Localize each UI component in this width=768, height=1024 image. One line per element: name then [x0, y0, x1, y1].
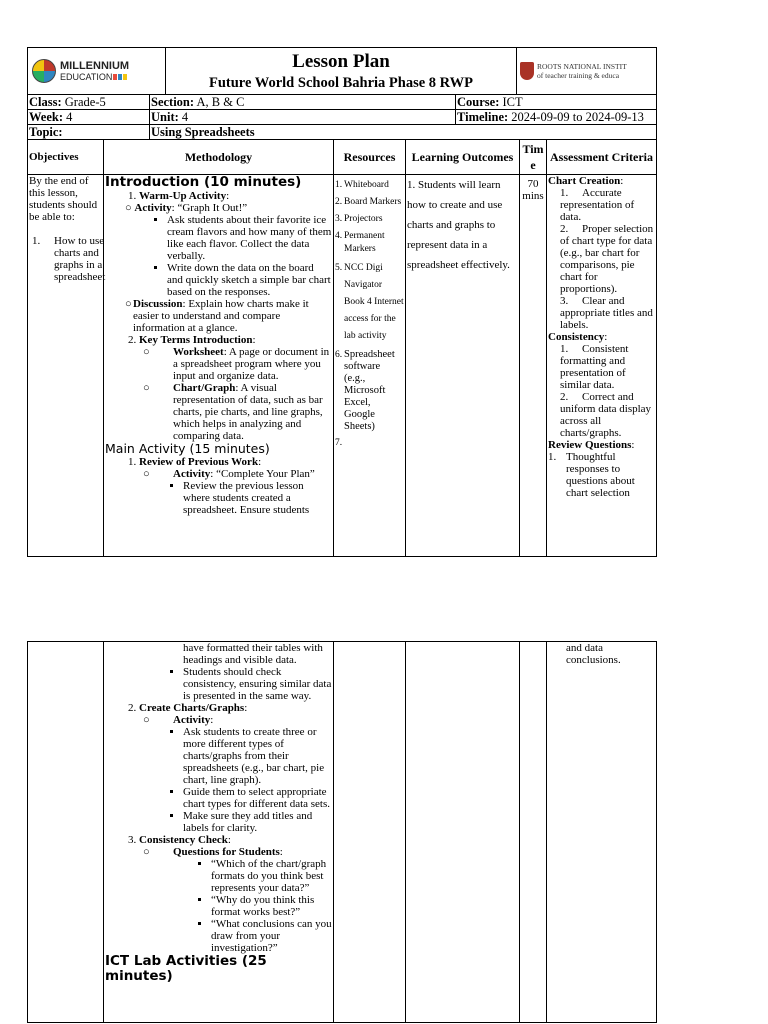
objectives-cell-cont — [28, 642, 104, 1023]
lesson-body-table-continued — [27, 641, 657, 1023]
objective-item: How to use charts and graphs in a spreadsheet — [54, 235, 106, 283]
assessment-item: 2. Correct and uniform data display across all charts/graphs. — [560, 391, 652, 439]
question-item: ▪ “What conclusions can you draw from your investigation?” — [211, 918, 332, 954]
objectives-cell — [28, 175, 104, 557]
objectives-intro: By the end of this lesson, students should be able to: — [29, 175, 98, 223]
col-methodology: Methodology — [104, 140, 334, 175]
assessment-item: 3. Clear and appropriate titles and labels. — [560, 295, 653, 331]
resource-item: 1. Whiteboard — [335, 180, 389, 190]
resource-item: 3. Projectors — [335, 214, 383, 224]
class-field: Class: Grade-5 — [28, 95, 150, 110]
course-field: Course: ICT — [456, 95, 657, 110]
objective-number: 1. — [32, 235, 41, 247]
learning-outcomes-cell-cont — [406, 642, 520, 1023]
col-resources: Resources — [334, 140, 406, 175]
resource-item: 4. Permanent Markers — [335, 231, 385, 254]
assessment-cell-cont — [547, 642, 657, 1023]
resources-cell — [334, 175, 406, 557]
document-page-1 — [27, 47, 656, 557]
logo-line1: MILLENNIUM — [60, 59, 130, 72]
keyterms-item: 2. Key Terms Introduction: ○ Worksheet: A page or document in a spreadsheet program where you input and organize data. ○ Chart/Graph: A visual representation of data, such as bar charts, pie charts, and line graphs, which helps in analyzing and comparing data. — [139, 334, 332, 442]
title-cell — [166, 48, 517, 95]
col-time: Time — [520, 140, 547, 175]
resource-item: 5. NCC Digi Navigator Book 4 Internet access for the lab activity — [335, 263, 404, 341]
resource-item: 7. — [335, 438, 343, 448]
resources-cell-cont — [334, 642, 406, 1023]
main-activity-heading: Main Activity (15 minutes) — [105, 441, 270, 456]
lab-activities-heading: ICT Lab Activities (25 minutes) — [105, 953, 267, 984]
intro-heading: Introduction (10 minutes) — [105, 174, 302, 190]
lesson-header-table — [27, 47, 657, 95]
review-bullet: ▪ Students should check consistency, ensuring similar data is presented in the same way. — [183, 666, 332, 702]
lesson-info-table — [27, 94, 657, 140]
topic-value: Using Spreadsheets — [150, 125, 657, 140]
learning-outcomes-cell: 1. Students will learn how to create and use charts and graphs to represent data in a spreadsheet effectively. — [406, 175, 520, 557]
create-bullet: ▪ Ask students to create three or more different types of charts/graphs from their spreadsheets (e.g., bar chart, pie chart, line graph). — [183, 726, 332, 786]
lesson-body-table — [27, 139, 657, 557]
roots-logo — [517, 48, 657, 95]
roots-line2: of teacher training & educa — [537, 71, 620, 80]
methodology-cell — [104, 175, 334, 557]
col-objectives: Objectives — [28, 140, 104, 175]
assessment-item: 1. Accurate representation of data. — [560, 187, 635, 223]
col-learning-outcomes: Learning Outcomes — [406, 140, 520, 175]
review-bullet-cont: have formatted their tables with headings and visible data. — [183, 642, 323, 666]
review-item: 1. Review of Previous Work: ○ Activity: “Complete Your Plan” ▪ Review the previous lesson where students created a spreadsheet. Ensure students — [139, 456, 332, 516]
assessment-item: 2. Proper selection of chart type for data (e.g., bar chart for comparisons, pie chart for proportions). — [560, 223, 654, 295]
section-field: Section: A, B & C — [150, 95, 456, 110]
school-name: Future World School Bahria Phase 8 RWP — [208, 75, 473, 91]
topic-label: Topic: — [28, 125, 150, 140]
question-item: ▪ “Why do you think this format works best?” — [211, 894, 332, 918]
time-cell-cont — [520, 642, 547, 1023]
consistency-item: 3. Consistency Check: ○ Questions for Students: ▪ “Which of the chart/graph formats do you think best represents your data?” ▪ “Why do you think this format works best?” ▪ “What conclusions can you draw from your investigation?” — [139, 834, 332, 954]
assessment-item: 1. Thoughtful responses to questions about chart selection — [548, 451, 635, 499]
create-bullet: ▪ Make sure they add titles and labels for clarity. — [183, 810, 332, 834]
warmup-bullet: ▪ Write down the data on the board and quickly sketch a simple bar chart based on the responses. — [167, 262, 332, 298]
shield-icon — [520, 62, 534, 80]
timeline-field: Timeline: 2024-09-09 to 2024-09-13 — [456, 110, 657, 125]
methodology-cell-cont — [104, 642, 334, 1023]
review-bullet: ▪ Review the previous lesson where students created a spreadsheet. Ensure students — [183, 480, 332, 516]
question-item: ▪ “Which of the chart/graph formats do you think best represents your data?” — [211, 858, 332, 894]
millennium-logo — [28, 48, 166, 95]
assessment-item: 1. Consistent formatting and presentation of similar data. — [560, 343, 629, 391]
logo-line2: EDUCATION — [60, 71, 113, 82]
assessment-item-cont: and data conclusions. — [566, 642, 621, 666]
globe-icon — [32, 59, 56, 83]
assessment-cell: Chart Creation: 1. Accurate representation of data. 2. Proper selection of chart type for data (e.g., bar chart for comparisons, pie chart for proportions). 3. Clear and appropriate titles and labels. Consistency: 1. Consistent formatting and presentation of similar data. 2. Correct and uniform data display across all charts/graphs. Review Questions: 1. Thoughtful responses to questions about chart selection — [547, 175, 657, 557]
document-page-2 — [27, 641, 656, 1023]
unit-field: Unit: 4 — [150, 110, 456, 125]
week-field: Week: 4 — [28, 110, 150, 125]
roots-line1: ROOTS NATIONAL INSTIT — [537, 62, 627, 71]
warmup-bullet: ▪ Ask students about their favorite ice cream flavors and how many of them like each flavor. Collect the data verbally. — [167, 214, 332, 262]
resource-item: 6. Spreadsheet software (e.g., Microsoft Excel, Google Sheets) — [335, 349, 395, 432]
page-title: Lesson Plan — [292, 51, 390, 72]
warmup-item: 1. Warm-Up Activity: ○ Activity: “Graph It Out!” ▪ Ask students about their favorite ice cream flavors and how many of them like each flavor. Collect the data verbally. ▪ Write down the data on the board and quickly sketch a simple bar chart based on the responses. ○ Discussion: Explain how charts make it easier to understand and compare information at a glance. — [139, 190, 332, 334]
time-cell: 70 mins — [520, 175, 547, 557]
resource-item: 2. Board Markers — [335, 197, 402, 207]
col-assessment: Assessment Criteria — [547, 140, 657, 175]
create-charts-item: 2. Create Charts/Graphs: ○ Activity: ▪ Ask students to create three or more different types of charts/graphs from their spreadsheets (e.g., bar chart, pie chart, line graph). ▪ Guide them to select appropriate chart types for different data sets. ▪ Make sure they add titles and labels for clarity. — [139, 702, 332, 834]
create-bullet: ▪ Guide them to select appropriate chart types for different data sets. — [183, 786, 332, 810]
